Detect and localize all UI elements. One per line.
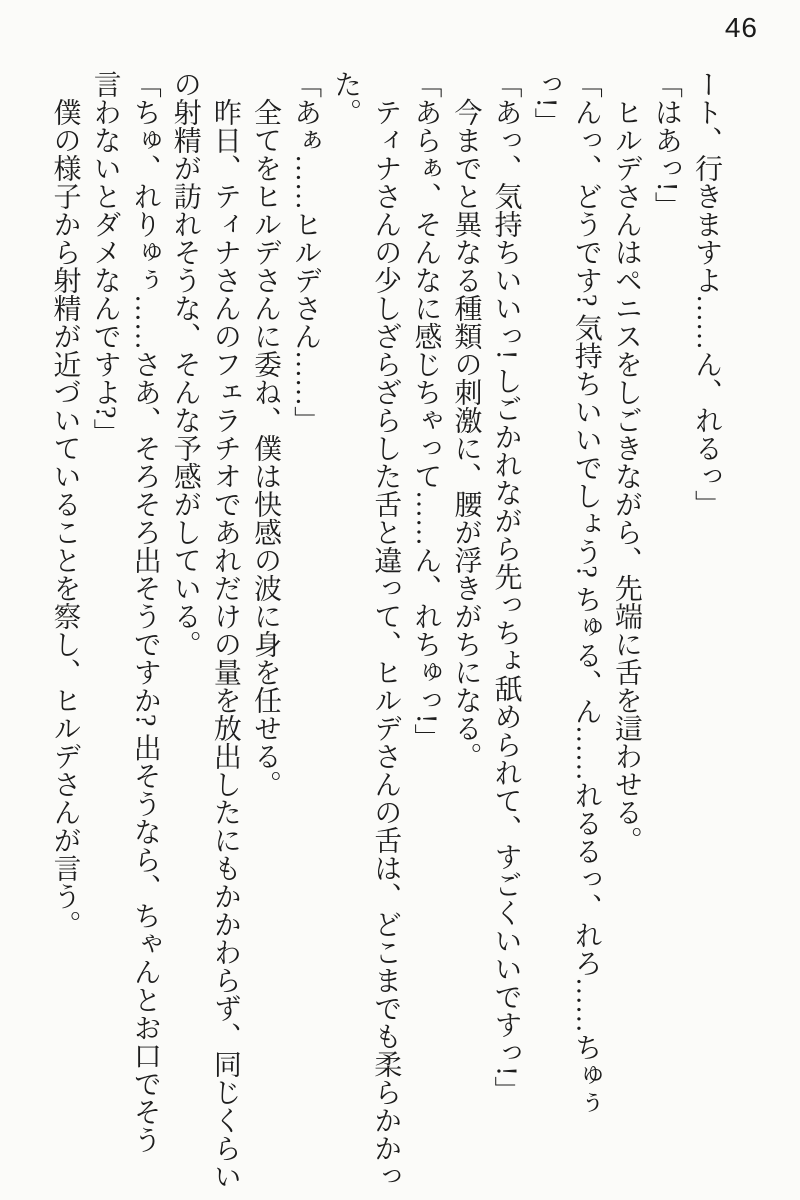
text-column: ヒルデさんはペニスをしごきながら、先端に舌を這わせる。 <box>610 98 642 854</box>
text-column: 「あらぁ、そんなに感じちゃって……ん、れちゅっ!」 <box>410 70 442 752</box>
text-column: た。 <box>330 70 362 126</box>
text-column: 言わないとダメなんですよ?」 <box>89 70 121 447</box>
text-column: 「ちゅ、れりゅぅ……さあ、そろそろ出そうですか? 出そうなら、ちゃんとお口でそう <box>129 70 161 1154</box>
text-column: 僕の様子から射精が近づいていることを察し、ヒルデさんが言う。 <box>49 98 81 938</box>
text-column: っ!」 <box>530 70 562 136</box>
page-number: 46 <box>724 12 758 43</box>
text-column: ート、行きますよ……ん、れるっ」 <box>691 70 722 518</box>
text-column: 今までと異なる種類の刺激に、腰が浮きがちになる。 <box>450 98 482 770</box>
text-column: 「あっ、気持ちいいっ! しごかれながら先っちょ舐められて、すごくいいですっ!」 <box>490 70 522 1104</box>
text-column: ティナさんの少しざらざらした舌と違って、ヒルデさんの舌は、どこまでも柔らかかっ <box>370 98 402 1190</box>
text-column: 「んっ、どうです? 気持ちいいでしょう? ちゅる、ん……れるるっ、れろ……ちゅぅ <box>570 70 602 1117</box>
text-column: 昨日、ティナさんのフェラチオであれだけの量を放出したにもかかわらず、同じくらい <box>209 98 241 1190</box>
text-column: の射精が訪れそうな、そんな予感がしている。 <box>169 70 201 658</box>
text-column: 「あぁ……ヒルデさん……」 <box>290 70 322 434</box>
text-column: 全てをヒルデさんに委ね、僕は快感の波に身を任せる。 <box>249 98 281 798</box>
text-column: 「はあっ!」 <box>650 70 682 220</box>
page-text <box>44 70 726 1194</box>
